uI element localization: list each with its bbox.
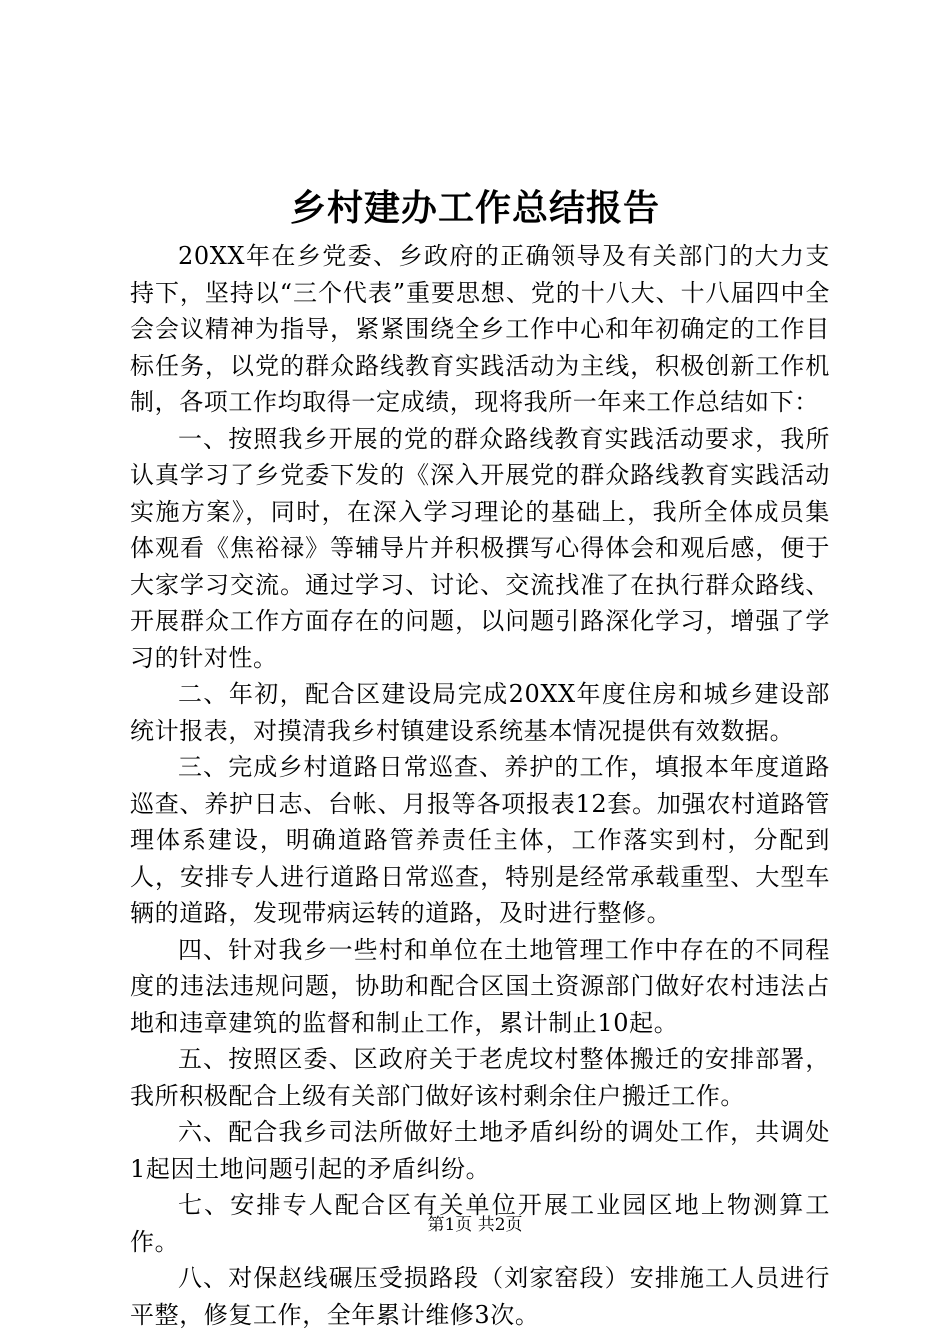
item-5-paragraph: 五、按照区委、区政府关于老虎坟村整体搬迁的安排部署，我所积极配合上级有关部门做好该村剩余住户搬迁工作。 [130, 1045, 830, 1110]
intro-paragraph: 20XX年在乡党委、乡政府的正确领导及有关部门的大力支持下，坚持以“三个代表”重要思想、党的十八大、十八届四中全会会议精神为指导，紧紧围绕全乡工作中心和年初确定的工作目标任务，以党的群众路线教育实践活动为主线，积极创新工作机制，各项工作均取得一定成绩，现将我所一年来工作总结如下： [130, 242, 830, 416]
document-title: 乡村建办工作总结报告 [289, 187, 660, 229]
item-6-paragraph: 六、配合我乡司法所做好土地矛盾纠纷的调处工作，共调处1起因土地问题引起的矛盾纠纷。 [130, 1118, 830, 1183]
document-body [130, 238, 830, 1333]
item-2-paragraph: 二、年初，配合区建设局完成20XX年度住房和城乡建设部统计报表，对摸清我乡村镇建设系统基本情况提供有效数据。 [130, 680, 830, 745]
item-3-paragraph: 三、完成乡村道路日常巡查、养护的工作，填报本年度道路巡查、养护日志、台帐、月报等各项报表12套。加强农村道路管理体系建设，明确道路管养责任主体，工作落实到村，分配到人，安排专人进行道路日常巡查，特别是经常承载重型、大型车辆的道路，发现带病运转的道路，及时进行整修。 [130, 753, 830, 927]
item-7-paragraph: 七、安排专人配合区有关单位开展工业园区地上物测算工作。 [130, 1191, 830, 1256]
page-number-footer: 第1页 共2页 [427, 1215, 523, 1235]
item-8-paragraph: 八、对保赵线碾压受损路段（刘家窑段）安排施工人员进行平整，修复工作，全年累计维修3次。 [130, 1264, 830, 1329]
item-1-paragraph: 一、按照我乡开展的党的群众路线教育实践活动要求，我所认真学习了乡党委下发的《深入开展党的群众路线教育实践活动实施方案》，同时，在深入学习理论的基础上，我所全体成员集体观看《焦裕禄》等辅导片并积极撰写心得体会和观后感，便于大家学习交流。通过学习、讨论、交流找准了在执行群众路线、开展群众工作方面存在的问题，以问题引路深化学习，增强了学习的针对性。 [130, 424, 830, 672]
item-4-paragraph: 四、针对我乡一些村和单位在土地管理工作中存在的不同程度的违法违规问题，协助和配合区国土资源部门做好农村违法占地和违章建筑的监督和制止工作，累计制止10起。 [130, 935, 830, 1037]
